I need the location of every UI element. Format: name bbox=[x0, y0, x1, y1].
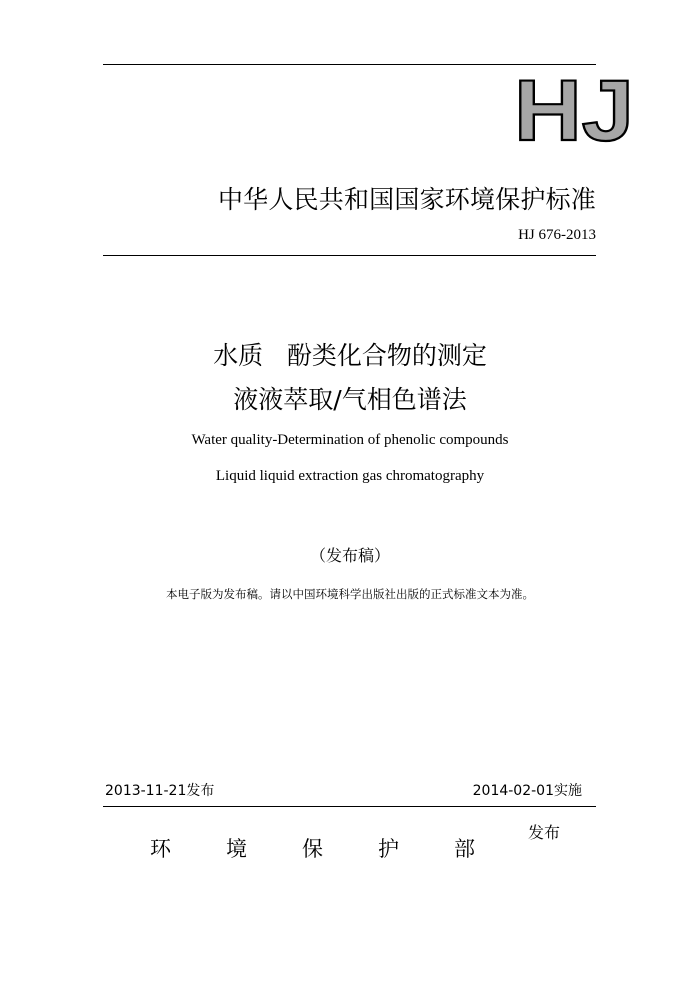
ministry-char: 境 bbox=[226, 837, 247, 861]
standard-code: HJ 676-2013 bbox=[518, 227, 596, 243]
header-rule bbox=[103, 255, 596, 256]
top-rule bbox=[103, 64, 596, 65]
hj-logo bbox=[512, 72, 637, 144]
ministry-char: 环 bbox=[150, 837, 171, 861]
ministry-char: 部 bbox=[454, 837, 475, 861]
ministry-char: 保 bbox=[302, 837, 323, 861]
document-title-cn-line1: 水质 酚类化合物的测定 bbox=[213, 341, 487, 370]
document-title-cn-line2: 液液萃取/气相色谱法 bbox=[233, 385, 467, 414]
footer-rule bbox=[103, 806, 596, 807]
issuing-ministry bbox=[150, 833, 475, 863]
publish-word: 发布 bbox=[528, 823, 561, 842]
ministry-char: 护 bbox=[378, 837, 399, 861]
issue-date: 2013-11-21发布 bbox=[105, 783, 215, 799]
implementation-date: 2014-02-01实施 bbox=[472, 783, 582, 799]
hj-logo-text: HJ bbox=[514, 72, 634, 144]
document-title-en-line2: Liquid liquid extraction gas chromatography bbox=[215, 468, 485, 484]
document-title-en-line1: Water quality-Determination of phenolic compounds bbox=[191, 432, 509, 448]
standard-series-title: 中华人民共和国国家环境保护标准 bbox=[217, 185, 596, 214]
draft-note: 本电子版为发布稿。请以中国环境科学出版社出版的正式标准文本为准。 bbox=[166, 587, 534, 601]
draft-label: （发布稿） bbox=[309, 546, 390, 565]
